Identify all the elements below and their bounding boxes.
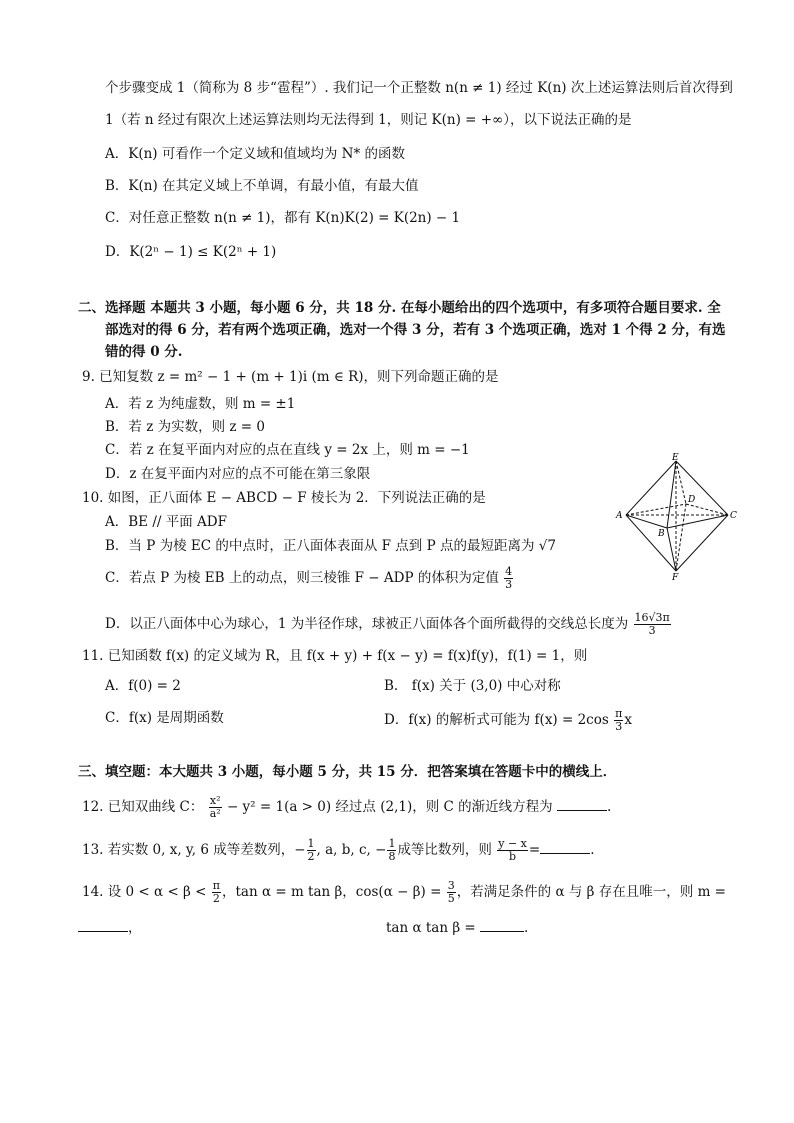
label-e: E <box>672 453 679 463</box>
q14-line2-right: tan α tan β = . <box>386 920 529 936</box>
q10-option-b: B．当 P 为棱 EC 的中点时，正八面体表面从 F 点到 P 点的最短距离为 √7 <box>105 538 556 554</box>
q12-answer-blank <box>557 798 607 811</box>
q13-fraction-3: $\frac{y - x}{b}$ <box>498 837 527 863</box>
label-d: D <box>688 495 696 505</box>
q11-option-d: D．f(x) 的解析式可能为 f(x) = 2cos $\frac{\pi}{3}$ x <box>384 707 632 733</box>
q10-option-c-fraction: $\frac{4}{3}$ <box>505 565 513 591</box>
q10-option-d: D．以正八面体中心为球心，1 为半径作球，球被正八面体各个面所截得的交线总长度为 $\frac{16√3\pi}{3}$ <box>105 611 670 637</box>
label-a: A <box>616 511 623 521</box>
q9-option-b: B．若 z 为实数，则 z = 0 <box>105 419 266 435</box>
q9-option-a: A．若 z 为纯虚数，则 m = ±1 <box>105 396 296 412</box>
label-c: C <box>730 511 737 521</box>
q14-answer-blank-2 <box>480 919 524 932</box>
q13-answer-blank <box>540 841 590 854</box>
q8-text-line1: 个步骤变成 1（简称为 8 步“雹程”）. 我们记一个正整数 n(n ≠ 1) 经过 K(n) 次上述运算法则后首次得到 <box>105 80 733 96</box>
q8-option-c: C．对任意正整数 n(n ≠ 1)，都有 K(n)K(2) = K(2n) − 1 <box>105 210 461 226</box>
label-b: B <box>658 529 665 539</box>
section2-line3: 错的得 0 分. <box>105 344 183 360</box>
q11-option-d-fraction: $\frac{\pi}{3}$ <box>615 707 623 733</box>
q9-stem: 9. 已知复数 z = m² − 1 + (m + 1)i (m ∈ R)，则下列命题正确的是 <box>82 369 499 385</box>
q14-line2-left: ， <box>78 918 142 938</box>
section2-line1: 二、选择题 本题共 3 小题，每小题 6 分，共 18 分. 在每小题给出的四个选项中，有多项符合题目要求. 全 <box>78 300 721 316</box>
q10-option-c: C．若点 P 为棱 EB 上的动点，则三棱锥 F − ADP 的体积为定值 $\frac{4}{3}$ <box>105 565 513 591</box>
q14-fraction-2: $\frac{3}{5}$ <box>447 879 455 905</box>
label-f: F <box>672 573 679 582</box>
q8-option-a: A．K(n) 可看作一个定义域和值域均为 N* 的函数 <box>105 146 405 162</box>
q10-option-a: A．BE // 平面 ADF <box>105 514 227 530</box>
q14-fraction-1: $\frac{\pi}{2}$ <box>212 879 220 905</box>
q9-option-d: D．z 在复平面内对应的点不可能在第三象限 <box>105 466 371 482</box>
q13-fraction-2: $\frac{1}{8}$ <box>388 837 396 863</box>
q12-line: 12. 已知双曲线 C： $\frac{\text{x²}}{\text{a²}}$ − y² = 1(a > 0) 经过点 (2,1)，则 C 的渐近线方程为 . <box>82 794 612 820</box>
q8-option-d: D．K(2ⁿ − 1) ≤ K(2ⁿ + 1) <box>105 244 277 260</box>
q11-option-c: C．f(x) 是周期函数 <box>105 710 224 726</box>
q12-fraction: $\frac{\text{x²}}{\text{a²}}$ <box>209 794 221 820</box>
q13-line: 13. 若实数 0, x, y, 6 成等差数列，− $\frac{1}{2}$ , a, b, c, − $\frac{1}{8}$ 成等比数列，则 $\frac{y - x}{b}$ = . <box>82 837 595 863</box>
q14-line1: 14. 设 0 < α < β < $\frac{\pi}{2}$ ，tan α = m tan β，cos(α − β) = $\frac{3}{5}$ ，若满足条件的 α 与 β 存在且唯一，则 m = <box>82 879 726 905</box>
q13-fraction-1: $\frac{1}{2}$ <box>307 837 315 863</box>
q14-answer-blank-1 <box>78 919 128 932</box>
q10-option-d-fraction: $\frac{16√3\pi}{3}$ <box>634 611 670 637</box>
q11-option-a: A．f(0) = 2 <box>105 678 181 694</box>
q9-option-c: C．若 z 在复平面内对应的点在直线 y = 2x 上，则 m = −1 <box>105 442 470 458</box>
octahedron-figure <box>612 452 742 582</box>
q10-stem: 10. 如图，正八面体 E − ABCD − F 棱长为 2．下列说法正确的是 <box>82 490 486 506</box>
q11-option-b: B. f(x) 关于 (3,0) 中心对称 <box>384 678 561 694</box>
section3-title: 三、填空题：本大题共 3 小题，每小题 5 分，共 15 分．把答案填在答题卡中的横线上． <box>78 764 617 780</box>
section2-line2: 部选对的得 6 分，若有两个选项正确，选对一个得 3 分，若有 3 个选项正确，选对 1 个得 2 分，有选 <box>105 322 726 338</box>
q11-stem: 11. 已知函数 f(x) 的定义域为 R，且 f(x + y) + f(x − y) = f(x)f(y)，f(1) = 1，则 <box>82 648 588 664</box>
q8-option-b: B．K(n) 在其定义域上不单调，有最小值，有最大值 <box>105 178 419 194</box>
q8-text-line2: 1（若 n 经过有限次上述运算法则均无法得到 1，则记 K(n) = +∞），以下说法正确的是 <box>105 112 632 128</box>
